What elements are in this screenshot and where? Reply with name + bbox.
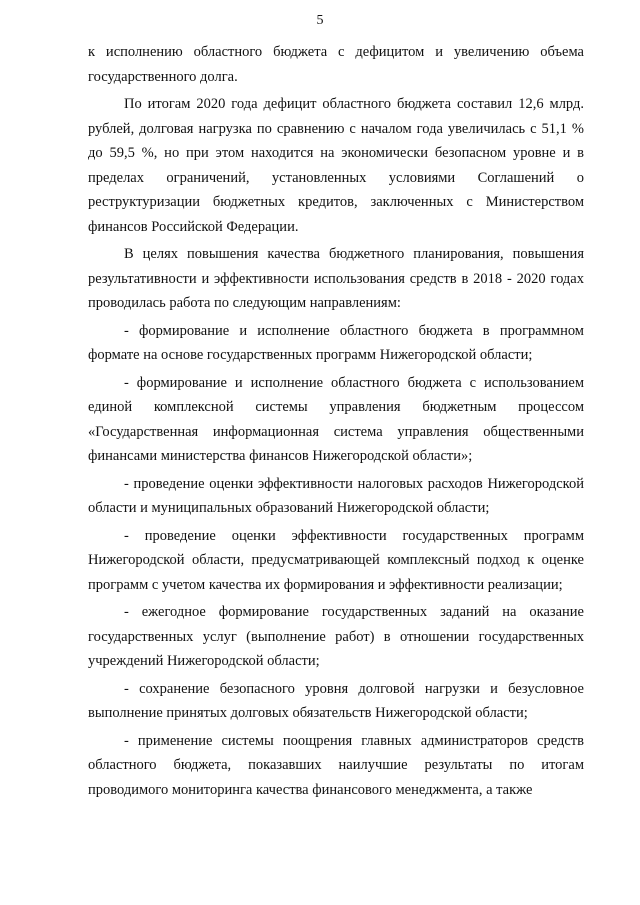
paragraph-deficit-summary: По итогам 2020 года дефицит областного бюджета составил 12,6 млрд. рублей, долговая нагрузка по сравнению с началом года увеличилась с 51,1 % до 59,5 %, но при этом находится на экономически безопасном уровне и в пределах ограничений, установленных условиями Соглашений о реструктуризации бюджетных кредитов, заключенных с Министерством финансов Российской Федерации. — [88, 96, 584, 235]
document-body — [88, 40, 584, 802]
list-item-program-evaluation: - проведение оценки эффективности государственных программ Нижегородской области, предусматривающей комплексный подход к оценке программ с учетом качества их формирования и эффективности реализации; — [88, 527, 584, 593]
paragraph-work-directions-intro: В целях повышения качества бюджетного планирования, повышения результативности и эффективности использования средств в 2018 - 2020 годах проводилась работа по следующим направлениям: — [88, 246, 584, 311]
list-item-state-assignments: - ежегодное формирование государственных заданий на оказание государственных услуг (выполнение работ) в отношении государственных учреждений Нижегородской области; — [88, 604, 584, 669]
paragraph-continuation: к исполнению областного бюджета с дефицитом и увеличению объема государственного долга. — [88, 44, 584, 85]
list-item-debt-safety: - сохранение безопасного уровня долговой нагрузки и безусловное выполнение принятых долговых обязательств Нижегородской области; — [88, 680, 584, 721]
list-item-incentive-system: - применение системы поощрения главных администраторов средств областного бюджета, показавших наилучшие результаты по итогам проводимого мониторинга качества финансового менеджмента, а также — [88, 732, 584, 798]
list-item-information-system: - формирование и исполнение областного бюджета с использованием единой комплексной системы управления бюджетным процессом «Государственная информационная система управления общественными финансами министерства финансов Нижегородской области»; — [88, 374, 584, 464]
list-item-tax-expenditure-evaluation: - проведение оценки эффективности налоговых расходов Нижегородской области и муниципальных образований Нижегородской области; — [88, 475, 584, 516]
page-number: 5 — [316, 13, 324, 28]
list-item-program-budget: - формирование и исполнение областного бюджета в программном формате на основе государственных программ Нижегородской области; — [88, 322, 584, 363]
